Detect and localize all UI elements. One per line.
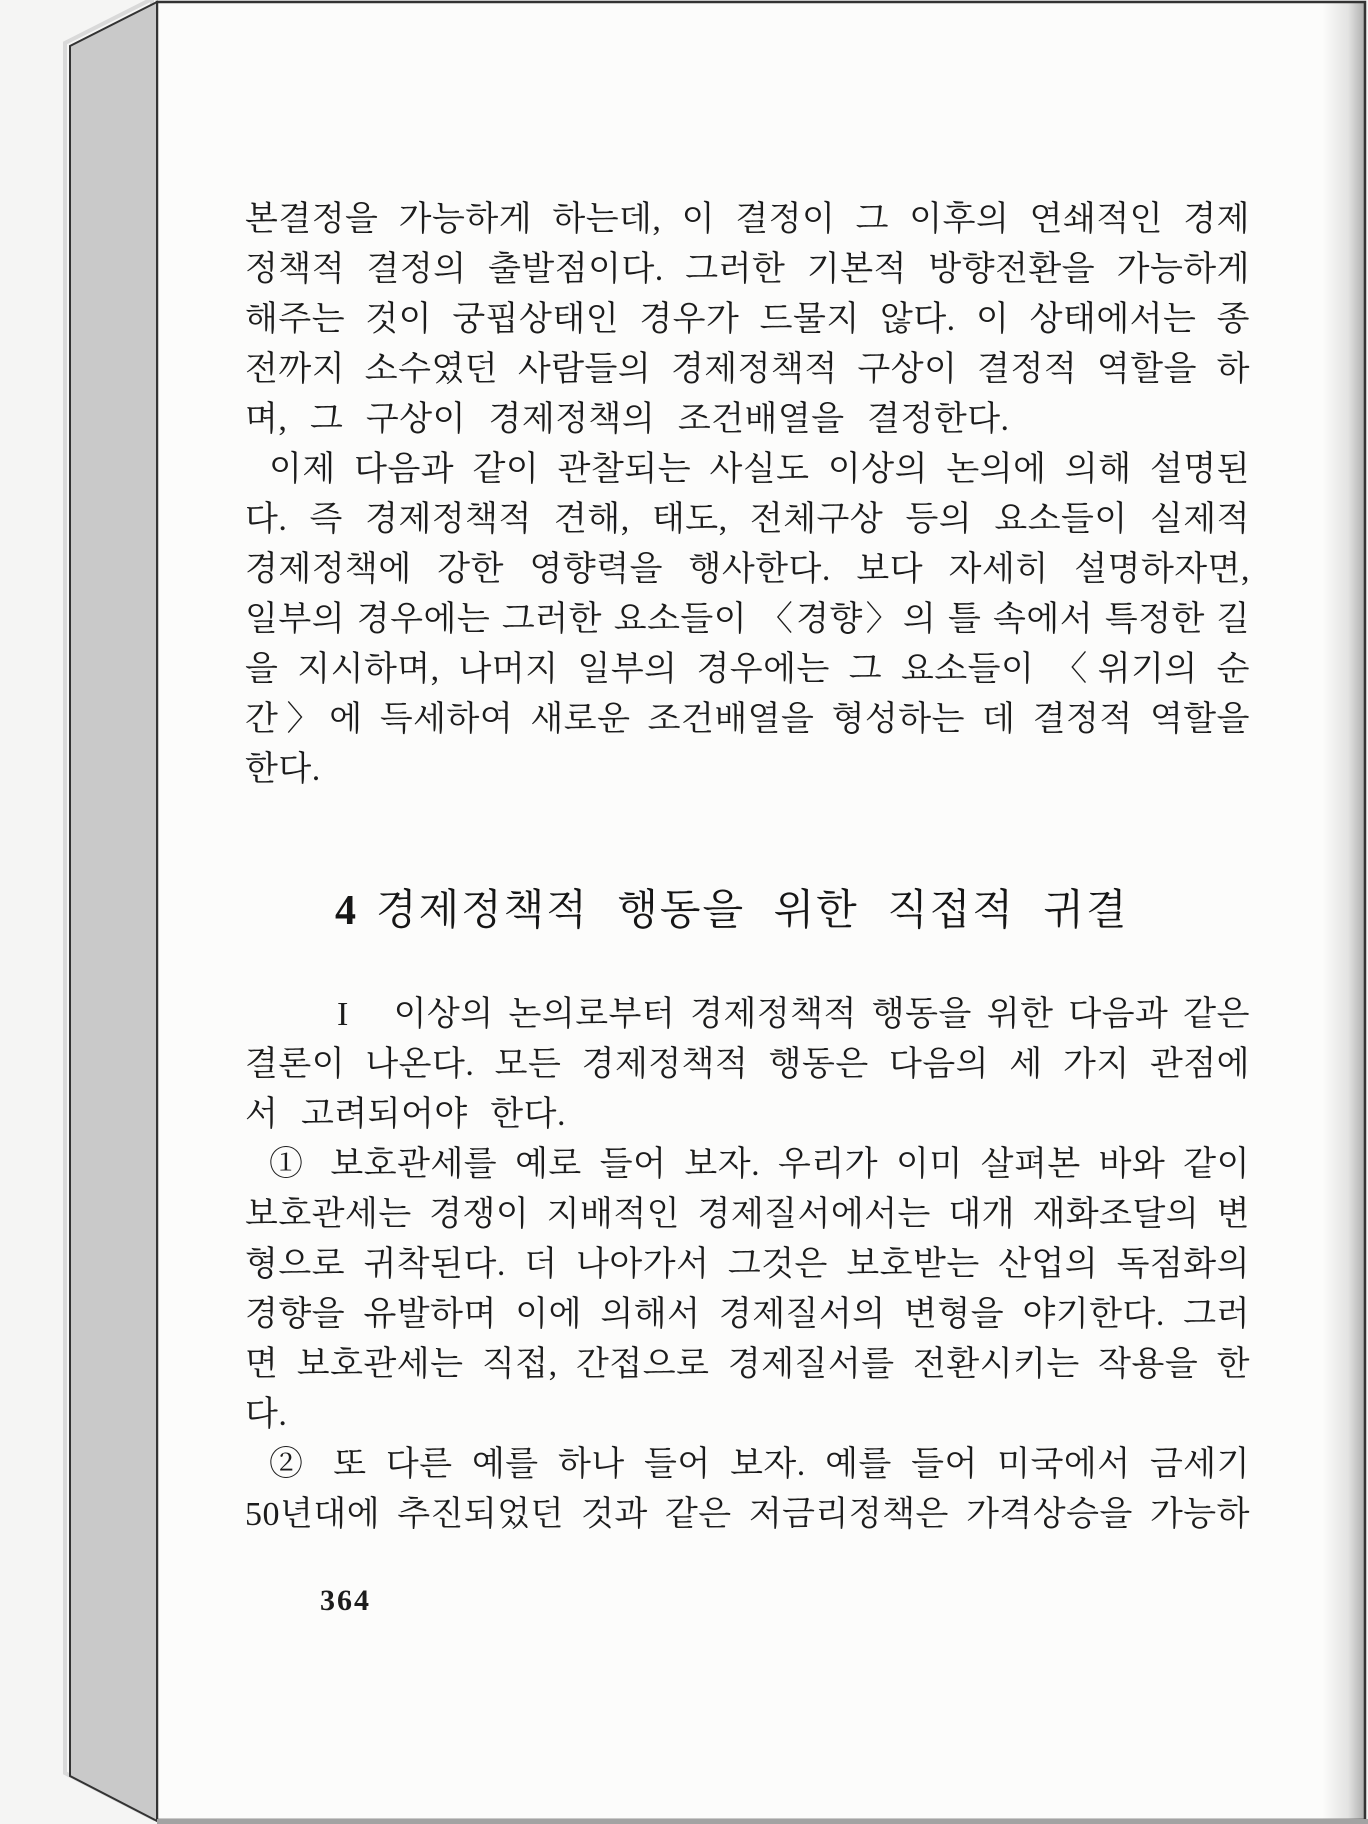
- text-line: 결론이 나온다. 모든 경제정책적 행동은 다음의 세 가지 관점에: [245, 1046, 1250, 1083]
- page-number: 364: [320, 1584, 371, 1617]
- body-text-block-1: [245, 195, 1250, 795]
- text-line: 일부의 경우에는 그러한 요소들이 〈경향〉의 틀 속에서 특정한 길: [245, 601, 1250, 638]
- text-line: 50년대에 추진되었던 것과 같은 저금리정책은 가격상승을 가능하: [245, 1496, 1250, 1533]
- text-line: 다. 즉 경제정책적 견해, 태도, 전체구상 등의 요소들이 실제적: [245, 501, 1250, 538]
- section-number: 4: [335, 888, 358, 934]
- section-heading: [335, 884, 1129, 938]
- text-line: 간〉에 득세하여 새로운 조건배열을 형성하는 데 결정적 역할을: [245, 701, 1250, 738]
- text-line: 형으로 귀착된다. 더 나아가서 그것은 보호받는 산업의 독점화의: [245, 1246, 1250, 1283]
- text-line: ② 또 다른 예를 하나 들어 보자. 예를 들어 미국에서 금세기: [269, 1446, 1250, 1483]
- text-line: 며, 그 구상이 경제정책의 조건배열을 결정한다.: [245, 401, 1010, 438]
- text-line: 전까지 소수였던 사람들의 경제정책적 구상이 결정적 역할을 하: [245, 351, 1250, 388]
- text-line: 보호관세는 경쟁이 지배적인 경제질서에서는 대개 재화조달의 변: [245, 1196, 1250, 1233]
- text-line: 한다.: [245, 751, 321, 788]
- text-line: 해주는 것이 궁핍상태인 경우가 드물지 않다. 이 상태에서는 종: [245, 301, 1250, 338]
- text-line: I 이상의 논의로부터 경제정책적 행동을 위한 다음과 같은: [337, 996, 1250, 1033]
- text-line: 다.: [245, 1396, 288, 1433]
- body-text-block-2: [245, 990, 1250, 1540]
- text-line: 을 지시하며, 나머지 일부의 경우에는 그 요소들이 〈위기의 순: [245, 651, 1250, 688]
- text-line: 면 보호관세는 직접, 간접으로 경제질서를 전환시키는 작용을 한: [245, 1346, 1250, 1383]
- text-line: 경향을 유발하며 이에 의해서 경제질서의 변형을 야기한다. 그러: [245, 1296, 1250, 1333]
- text-line: ① 보호관세를 예로 들어 보자. 우리가 이미 살펴본 바와 같이: [269, 1146, 1250, 1183]
- section-title: 경제정책적 행동을 위한 직접적 귀결: [376, 888, 1129, 934]
- text-line: 경제정책에 강한 영향력을 행사한다. 보다 자세히 설명하자면,: [245, 551, 1250, 588]
- text-line: 본결정을 가능하게 하는데, 이 결정이 그 이후의 연쇄적인 경제: [245, 201, 1250, 238]
- text-line: 정책적 결정의 출발점이다. 그러한 기본적 방향전환을 가능하게: [245, 251, 1250, 288]
- text-line: 서 고려되어야 한다.: [245, 1096, 566, 1133]
- text-line: 이제 다음과 같이 관찰되는 사실도 이상의 논의에 의해 설명된: [269, 451, 1250, 488]
